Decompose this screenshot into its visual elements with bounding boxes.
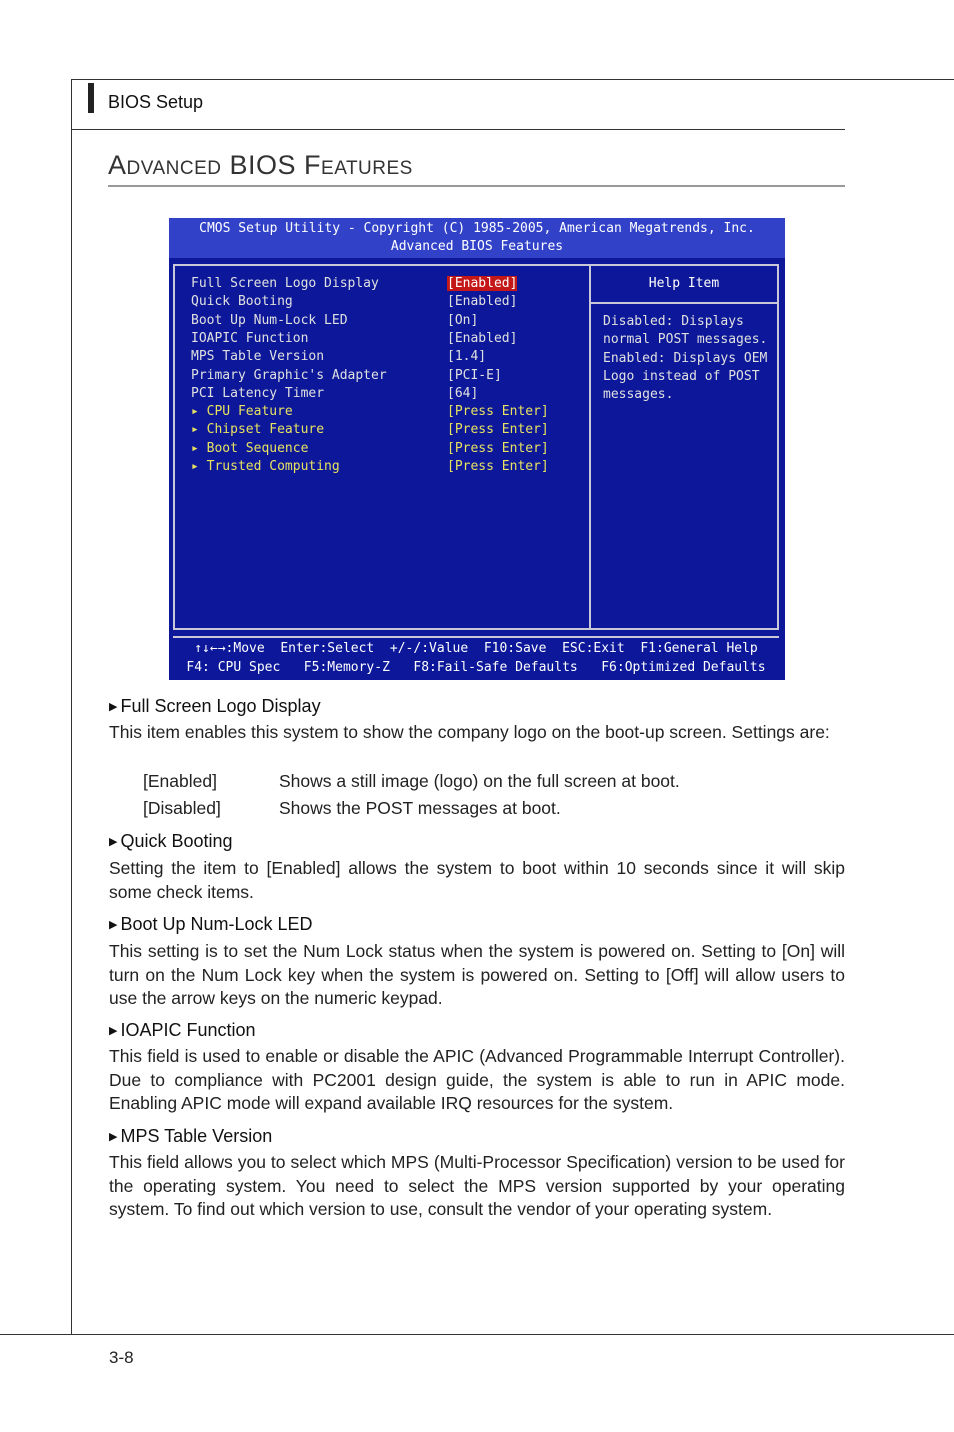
bios-main-panel [173,264,779,630]
help-line: Enabled: Displays OEM [603,350,768,366]
header-bottom-rule [71,129,845,130]
subsection-heading: ▶ Quick Booting [109,831,233,851]
bios-item-chipset-feature[interactable]: ▸ Chipset Feature [Press Enter] [191,422,549,438]
help-title-rule [591,302,777,304]
help-line: Logo instead of POST [603,368,760,384]
paragraph: This item enables this system to show the company logo on the boot-up screen. Settings are: [109,722,830,742]
paragraph: This setting is to set the Num Lock status when the system is powered on. Setting to [On] will turn on the Num Lock key when the system is powered on. Setting to [Off] will allow users to use the arrow keys on the numeric keypad. [109,941,845,1008]
subsection-heading: ▶ IOAPIC Function [109,1020,256,1040]
frame-left-rule [71,79,72,1335]
bios-item-mps-table[interactable]: MPS Table Version [1.4] [191,349,487,365]
paragraph: Setting the item to [Enabled] allows the system to boot within 10 seconds since it will skip some check items. [109,858,845,902]
bios-item-ioapic[interactable]: IOAPIC Function [Enabled] [191,330,518,346]
bios-item-primary-graphic[interactable]: Primary Graphic's Adapter [PCI-E] [191,367,502,383]
help-item-title: Help Item [648,276,720,291]
bios-item-quick-booting[interactable]: Quick Booting [Enabled] [191,294,518,310]
bios-screenshot [169,218,785,680]
page-number: 3-8 [109,1348,134,1367]
section-title: Advanced BIOS Features [108,150,413,180]
bios-item-num-lock[interactable]: Boot Up Num-Lock LED [On] [191,312,479,328]
help-line: messages. [603,387,674,403]
triangle-bullet-icon: ▶ [109,836,118,848]
bios-screen-title: Advanced BIOS Features [390,239,564,254]
bios-item-cpu-feature[interactable]: ▸ CPU Feature [Press Enter] [191,404,549,420]
bios-item-full-screen-logo[interactable]: Full Screen Logo Display [Enabled] [191,276,518,291]
key-legend-line-2: F4: CPU Spec F5:Memory-Z F8:Fail-Safe Defaults F6:Optimized Defaults [186,660,766,675]
bios-copyright: CMOS Setup Utility - Copyright (C) 1985-2005, American Megatrends, Inc. [199,221,755,236]
help-line: Disabled: Displays [603,314,744,329]
triangle-bullet-icon: ▶ [109,1025,118,1037]
triangle-bullet-icon: ▶ [109,701,118,713]
bios-title-bar [169,218,785,258]
subsection-heading: ▶ MPS Table Version [109,1126,273,1146]
option-description: Shows a still image (logo) on the full screen at boot. [279,771,680,791]
help-line: normal POST messages. [603,332,768,348]
bios-item-trusted-computing[interactable]: ▸ Trusted Computing [Press Enter] [191,459,549,474]
bios-item-boot-sequence[interactable]: ▸ Boot Sequence [Press Enter] [191,440,549,456]
bios-panel-divider [589,266,591,628]
running-header: BIOS Setup [108,92,204,112]
option-description: Shows the POST messages at boot. [279,798,561,818]
key-legend-line-1: ↑↓←→:Move Enter:Select +/-/:Value F10:Save ESC:Exit F1:General Help [194,641,758,656]
option-key: [Enabled] [143,771,217,791]
footer-rule [0,1334,954,1335]
subsection-heading: ▶ Full Screen Logo Display [109,696,321,716]
bios-key-legend [173,636,779,676]
bios-item-pci-latency[interactable]: PCI Latency Timer [64] [191,385,479,401]
option-key: [Disabled] [143,798,221,818]
paragraph: This field is used to enable or disable the APIC (Advanced Programmable Interrupt Controller). Due to compliance with PC2001 design guide, the system is able to run in APIC mode. Enabling APIC mode will expand available IRQ resources for the system. [109,1046,845,1113]
help-text [603,314,767,405]
paragraph: This field allows you to select which MPS (Multi-Processor Specification) version to be used for the operating system. You need to select the MPS version supported by your operating system. To find out which version to use, consult the vendor of your operating system. [109,1152,845,1219]
section-title-rule [108,185,845,187]
header-marker [88,83,94,113]
triangle-bullet-icon: ▶ [109,1131,118,1143]
triangle-bullet-icon: ▶ [109,919,118,931]
key-legend-rule [173,636,779,638]
frame-top-rule [71,79,954,80]
subsection-heading: ▶ Boot Up Num-Lock LED [109,914,313,934]
